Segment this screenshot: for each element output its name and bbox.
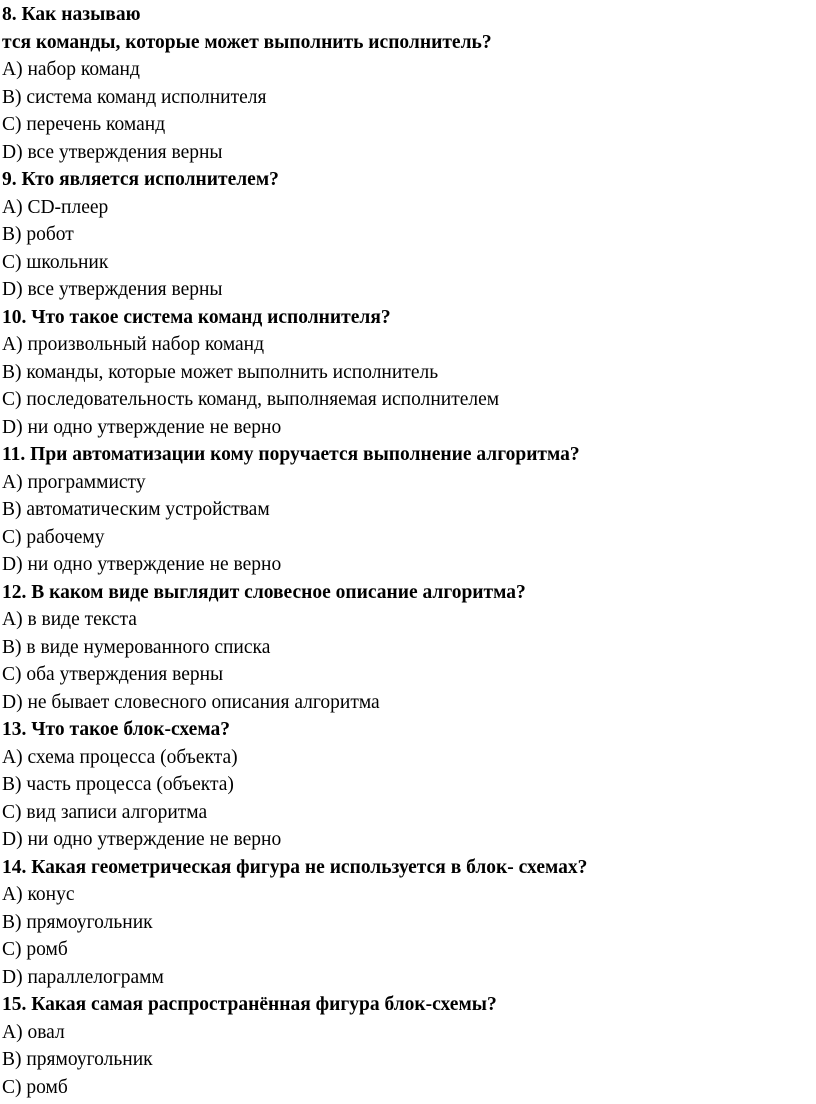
- question-8-line-2: тся команды, которые может выполнить исполнитель?: [2, 31, 492, 53]
- answer-option: B) часть процесса (объекта): [2, 774, 234, 795]
- answer-option: A) произвольный набор команд: [2, 334, 265, 355]
- answer-option: B) в виде нумерованного списка: [2, 636, 271, 658]
- answer-option: C) последовательность команд, выполняемая исполнителем: [2, 389, 500, 410]
- question-10: 10. Что такое система команд исполнителя?: [2, 306, 391, 328]
- answer-option: D) параллелограмм: [2, 966, 164, 988]
- answer-option: A) набор команд: [2, 59, 140, 80]
- answer-option: B) автоматическим устройствам: [2, 499, 270, 520]
- answer-option: C) перечень команд: [2, 114, 166, 135]
- answer-option: B) робот: [2, 224, 74, 245]
- answer-option: B) команды, которые может выполнить исполнитель: [2, 361, 439, 383]
- answer-option: B) прямоугольник: [2, 1049, 153, 1070]
- answer-option: C) ромб: [2, 939, 68, 960]
- answer-option: A) конус: [2, 884, 75, 905]
- answer-option: A) CD-плеер: [2, 196, 109, 218]
- question-13: 13. Что такое блок-схема?: [2, 719, 230, 740]
- answer-option: C) школьник: [2, 251, 109, 273]
- answer-option: D) все утверждения верны: [2, 279, 223, 300]
- answer-option: C) вид записи алгоритма: [2, 801, 208, 823]
- answer-option: D) ни одно утверждение не верно: [2, 554, 282, 575]
- answer-option: C) рабочему: [2, 526, 105, 548]
- answer-option: A) овал: [2, 1021, 65, 1043]
- answer-option: B) прямоугольник: [2, 911, 153, 933]
- question-12: 12. В каком виде выглядит словесное описание алгоритма?: [2, 581, 526, 603]
- answer-option: C) ромб: [2, 1076, 68, 1098]
- question-15: 15. Какая самая распространённая фигура блок-схемы?: [2, 994, 497, 1015]
- question-14: 14. Какая геометрическая фигура не используется в блок- схемах?: [2, 856, 588, 878]
- question-8-line-1: 8. Как называю: [2, 4, 141, 25]
- answer-option: D) ни одно утверждение не верно: [2, 829, 282, 850]
- answer-option: D) ни одно утверждение не верно: [2, 416, 282, 438]
- answer-option: D) не бывает словесного описания алгоритма: [2, 691, 380, 713]
- question-9: 9. Кто является исполнителем?: [2, 169, 279, 190]
- answer-option: B) система команд исполнителя: [2, 86, 267, 108]
- answer-option: A) программисту: [2, 471, 146, 493]
- question-11: 11. При автоматизации кому поручается выполнение алгоритма?: [2, 444, 580, 465]
- answer-option: D) все утверждения верны: [2, 141, 223, 163]
- answer-option: A) в виде текста: [2, 609, 137, 630]
- answer-option: A) схема процесса (объекта): [2, 746, 238, 768]
- answer-option: C) оба утверждения верны: [2, 664, 224, 685]
